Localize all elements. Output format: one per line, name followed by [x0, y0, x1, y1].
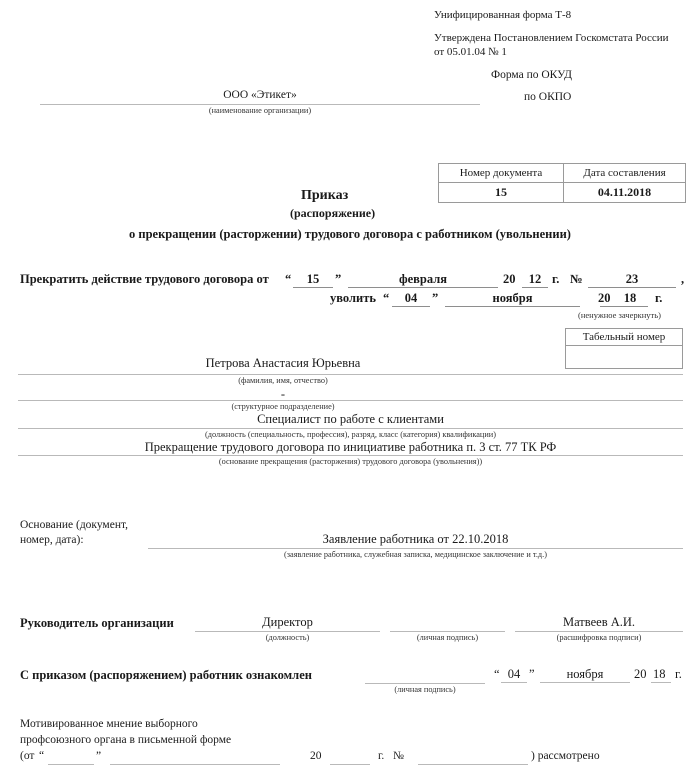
- employee-fio: Петрова Анастасия Юрьевна: [205, 356, 361, 370]
- basis-rule: [148, 548, 683, 549]
- head-signature-rule: [390, 631, 505, 632]
- contract-number: 23: [625, 272, 639, 286]
- basis-value: Заявление работника от 22.10.2018: [322, 532, 509, 546]
- acknowledge-year-suffix: 18: [653, 667, 666, 681]
- contract-year-suffix: 12: [528, 272, 542, 286]
- basis-label-line2: номер, дата):: [20, 534, 84, 546]
- union-year-unit: г.: [378, 750, 385, 762]
- head-name: Матвеев А.И.: [562, 615, 636, 629]
- quote-close-contract: ”: [335, 272, 342, 286]
- head-signature-caption: (личная подпись): [416, 633, 479, 642]
- employee-fio-rule: [18, 374, 683, 375]
- employee-division: -: [280, 387, 286, 401]
- doc-number-header: Номер документа: [439, 164, 564, 183]
- quote-open-contract: “: [285, 272, 292, 286]
- basis-caption: (заявление работника, служебная записка, медицинское заключение и т.д.): [284, 550, 547, 559]
- quote-close-acknowledge: ”: [529, 667, 535, 681]
- contract-month: февраля: [398, 272, 448, 286]
- terminate-prefix: Прекратить действие трудового договора от: [20, 272, 269, 286]
- union-year-prefix: 20: [310, 750, 322, 762]
- employee-position-rule: [18, 428, 683, 429]
- contract-number-label: №: [570, 272, 583, 286]
- dismiss-month: ноября: [492, 291, 533, 305]
- acknowledge-year-rule: [651, 682, 671, 683]
- basis-label-line1: Основание (документ,: [20, 519, 129, 531]
- doc-date-header: Дата составления: [564, 164, 686, 183]
- organization-caption: (наименование организации): [208, 106, 312, 115]
- union-line-3-prefix: (от: [20, 750, 35, 762]
- personnel-number-caption: Табельный номер: [566, 329, 682, 346]
- contract-month-rule: [348, 287, 498, 288]
- head-position-rule: [195, 631, 380, 632]
- head-name-rule: [515, 631, 683, 632]
- approval-line-2: от 05.01.04 № 1: [434, 46, 507, 58]
- acknowledge-year-prefix: 20: [634, 667, 647, 681]
- dismiss-year-rule: [600, 306, 648, 307]
- union-year-rule: [330, 764, 370, 765]
- contract-day-rule: [293, 287, 333, 288]
- employee-position-caption: (должность (специальность, профессия), разряд, класс (категория) квалификации): [205, 430, 496, 439]
- doc-date-value: 04.11.2018: [564, 183, 686, 203]
- head-of-org-label: Руководитель организации: [20, 616, 174, 630]
- employee-fio-caption: (фамилия, имя, отчество): [238, 376, 328, 385]
- quote-open-acknowledge: “: [494, 667, 500, 681]
- head-position-caption: (должность): [265, 633, 310, 642]
- head-position: Директор: [262, 615, 313, 629]
- contract-year-prefix: 20: [503, 272, 516, 286]
- union-day-rule: [48, 764, 94, 765]
- acknowledge-signature-caption: (личная подпись): [394, 685, 456, 694]
- order-title: Приказ: [301, 188, 349, 203]
- acknowledge-month-rule: [540, 682, 630, 683]
- union-line-1: Мотивированное мнение выборного: [20, 718, 198, 730]
- quote-open-dismiss: “: [383, 291, 390, 305]
- quote-open-union: “: [39, 750, 45, 762]
- form-title: Унифицированная форма Т-8: [434, 9, 572, 21]
- dismiss-year-prefix: 20: [598, 291, 611, 305]
- contract-day: 15: [306, 272, 320, 286]
- dismiss-year-suffix: 18: [623, 291, 637, 305]
- dismiss-label: уволить: [330, 291, 376, 305]
- quote-close-dismiss: ”: [432, 291, 439, 305]
- contract-number-rule: [588, 287, 676, 288]
- dismiss-month-rule: [445, 306, 580, 307]
- organization-name: ООО «Этикет»: [223, 89, 297, 101]
- doc-number-value: 15: [439, 183, 564, 203]
- okpo-label: по ОКПО: [524, 91, 572, 103]
- okud-label: Форма по ОКУД: [491, 69, 572, 81]
- dismiss-day: 04: [404, 291, 418, 305]
- employee-division-rule: [18, 400, 683, 401]
- union-suffix: ) рассмотрено: [531, 750, 600, 762]
- personnel-number-box: [565, 328, 683, 369]
- employee-position: Специалист по работе с клиентами: [257, 412, 444, 426]
- order-subtitle: (распоряжение): [290, 206, 376, 220]
- head-name-caption: (расшифровка подписи): [556, 633, 642, 642]
- termination-reason: Прекращение трудового договора по инициативе работника п. 3 ст. 77 ТК РФ: [144, 440, 557, 454]
- dismiss-day-rule: [392, 306, 430, 307]
- acknowledge-year-unit: г.: [675, 667, 682, 681]
- personnel-number-value: [566, 346, 682, 368]
- order-description: о прекращении (расторжении) трудового договора с работником (увольнении): [129, 227, 571, 241]
- acknowledge-label: С приказом (распоряжением) работник ознакомлен: [20, 668, 312, 682]
- acknowledge-month: ноября: [566, 667, 604, 681]
- employee-division-caption: (структурное подразделение): [231, 402, 335, 411]
- contract-comma: ,: [681, 272, 685, 286]
- dismiss-year-unit: г.: [655, 291, 663, 305]
- termination-reason-caption: (основание прекращения (расторжения) трудового договора (увольнения)): [218, 457, 483, 466]
- union-month-rule: [110, 764, 280, 765]
- union-number-label: №: [393, 750, 404, 762]
- contract-year-rule: [522, 287, 548, 288]
- acknowledge-day: 04: [507, 667, 521, 681]
- quote-close-union: ”: [96, 750, 102, 762]
- approval-line-1: Утверждена Постановлением Госкомстата России: [434, 32, 669, 44]
- document-number-table: [438, 163, 686, 203]
- union-number-rule: [418, 764, 528, 765]
- acknowledge-signature-rule: [365, 683, 485, 684]
- union-line-2: профсоюзного органа в письменной форме: [20, 734, 232, 746]
- contract-year-unit: г.: [552, 272, 560, 286]
- termination-reason-rule: [18, 455, 683, 456]
- acknowledge-day-rule: [501, 682, 527, 683]
- organization-rule: [40, 104, 480, 105]
- strike-note: (ненужное зачеркнуть): [578, 310, 661, 320]
